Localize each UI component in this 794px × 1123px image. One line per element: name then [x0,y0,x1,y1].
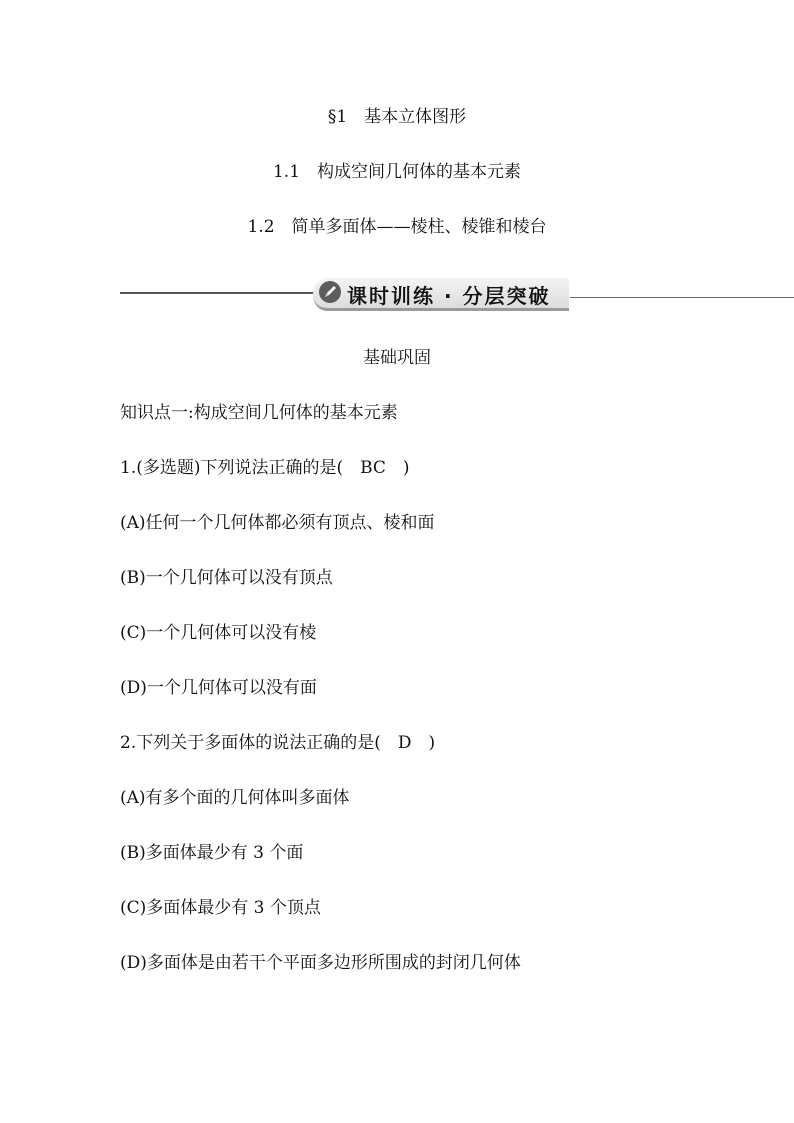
banner-rule-right [570,297,794,298]
section-title: §1 基本立体图形 [327,107,467,127]
pencil-icon [319,281,341,303]
banner-badge [313,278,569,311]
question-1-stem: 1.(多选题)下列说法正确的是( BC ) [120,458,410,478]
subsection-title-1: 1.1 构成空间几何体的基本元素 [272,162,522,182]
question-1-option-c: (C)一个几何体可以没有棱 [120,623,317,643]
question-2-option-d: (D)多面体是由若干个平面多边形所围成的封闭几何体 [120,953,521,973]
knowledge-point: 知识点一:构成空间几何体的基本元素 [120,403,398,423]
question-1-option-d: (D)一个几何体可以没有面 [120,678,317,698]
question-2-option-c: (C)多面体最少有 3 个顶点 [120,898,321,918]
banner-title: 课时训练 · 分层突破 [347,284,551,308]
practice-banner [120,278,794,310]
banner-rule-left [120,292,320,294]
question-2-stem: 2.下列关于多面体的说法正确的是( D ) [120,733,436,753]
question-2-option-a: (A)有多个面的几何体叫多面体 [120,788,350,808]
section-heading: 基础巩固 [363,348,431,368]
subsection-title-2: 1.2 简单多面体——棱柱、棱锥和棱台 [247,217,547,237]
question-1-option-a: (A)任何一个几何体都必须有顶点、棱和面 [120,513,435,533]
question-2-option-b: (B)多面体最少有 3 个面 [120,843,304,863]
question-1-option-b: (B)一个几何体可以没有顶点 [120,568,333,588]
